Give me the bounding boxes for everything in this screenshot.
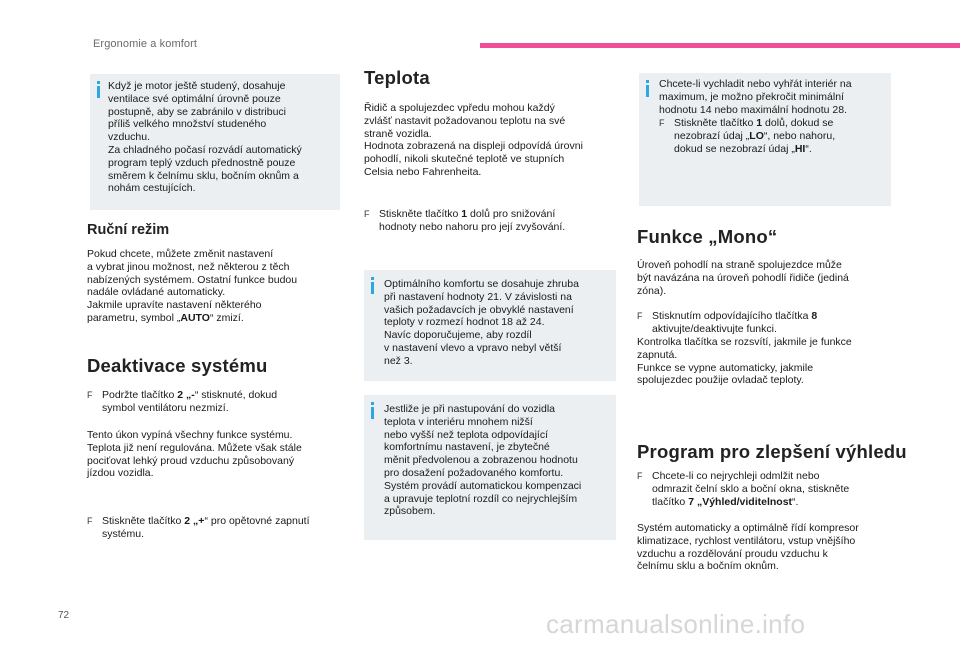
step-marker-icon: F [637,311,643,321]
manual-mode-text: Pokud chcete, můžete změnit nastavení a vybrat jinou možnost, než některou z těch nabízených systémem. Ostatní funkce budou nadále ovládané automaticky. Jakmile upravíte nastavení některého parametru, symbol „AUTO“ zmizí. [87,248,298,324]
watermark: carmanualsonline.info [546,609,806,639]
step-press-plus: F Stiskněte tlačítko 2 „+“ pro opětovné zapnutí systému. [87,515,310,540]
info-i-icon [643,80,654,98]
temperature-heading: Teplota [364,67,430,88]
step-press-8: F Stisknutím odpovídajícího tlačítka 8 aktivujte/deaktivujte funkci. [637,310,818,335]
note-box-max-temp [639,73,891,206]
note-text: Optimálního komfortu se dosahuje zhruba při nastavení hodnoty 21. V závislosti na vašich požadavcích je obvyklé nastavení teploty v rozmezí hodnot 18 až 24. Navíc doporučujeme, aby rozdíl v nastavení vlevo a vpravo nebyl větší než 3. [384,278,579,367]
visibility-text: Systém automaticky a optimálně řídí kompresor klimatizace, rychlost ventilátoru, vstup vnějšího vzduchu a rozdělování proudu vzduchu k čelnímu sklu a bočním oknům. [637,522,859,573]
step-marker-icon: F [87,390,93,400]
step-marker-icon: F [87,516,93,526]
step-marker-icon: F [364,209,370,219]
temperature-text: Řidič a spolujezdec vpředu mohou každý zvlášť nastavit požadovanou teplotu na své straně vozidla. Hodnota zobrazená na displeji odpovídá úrovni pohodlí, nikoli skutečné teplotě ve stupních Celsia nebo Fahrenheita. [364,102,583,178]
page-number: 72 [58,610,70,621]
note-text: Chcete-li vychladit nebo vyhřát interiér na maximum, je možno překročit minimální hodnotu 14 nebo maximální hodnotu 28. [659,78,852,116]
section-title: Ergonomie a komfort [93,38,197,50]
visibility-heading: Program pro zlepšení výhledu [637,441,907,462]
step-marker-icon: F [659,118,665,128]
deactivation-heading: Deaktivace systému [87,355,268,376]
step-marker-icon: F [637,471,643,481]
note-box-optimal-comfort [364,270,616,381]
mono-heading: Funkce „Mono“ [637,226,778,247]
note-box-compensation [364,395,616,540]
info-i-icon [368,277,379,295]
step-press-7: F Chcete-li co nejrychleji odmlžit nebo odmrazit čelní sklo a boční okna, stiskněte tlačítko 7 „Výhled/viditelnost“. [637,470,850,508]
info-i-icon [368,402,379,420]
step-hold-minus: F Podržte tlačítko 2 „-“ stisknuté, dokud symbol ventilátoru nezmizí. [87,389,278,414]
info-i-icon [94,81,105,99]
header-accent-bar [480,43,960,48]
deactivation-text: Tento úkon vypíná všechny funkce systému. Teplota již není regulována. Můžete však stále pociťovat lehký proud vzduchu způsobovaný jízdou vozidla. [87,429,302,480]
note-text: Když je motor ještě studený, dosahuje ventilace své optimální úrovně pouze postupně, aby se zabránilo v distribuci příliš velkého množství studeného vzduchu. Za chladného počasí rozvádí automatický program teplý vzduch přednostně pouze směrem k čelnímu sklu, bočním oknům a nohám cestujících. [108,80,302,195]
mono-text: Úroveň pohodlí na straně spolujezdce může být navázána na úroveň pohodlí řidiče (jediná zóna). [637,259,849,297]
manual-mode-heading: Ruční režim [87,222,170,238]
step-press-1: F Stiskněte tlačítko 1 dolů pro snižování hodnoty nebo nahoru pro její zvyšování. [364,208,566,233]
note-text: Jestliže je při nastupování do vozidla teplota v interiéru mnohem nižší nebo vyšší než teplota odpovídající komfortnímu nastavení, je zbytečné měnit předvolenou a zobrazenou hodnotu pro dosažení požadovaného komfortu. Systém provádí automatickou kompenzaci a upravuje teplotní rozdíl co nejrychlejším způsobem. [384,403,582,518]
mono-after-text: Kontrolka tlačítka se rozsvítí, jakmile je funkce zapnutá. Funkce se vypne automaticky, jakmile spolujezdec použije ovladač teploty. [637,336,852,387]
note-step-lo-hi: F Stiskněte tlačítko 1 dolů, dokud se nezobrazí údaj „LO“, nebo nahoru, dokud se nezobrazí údaj „HI“. [659,117,836,155]
note-box-cold-engine [90,74,340,210]
